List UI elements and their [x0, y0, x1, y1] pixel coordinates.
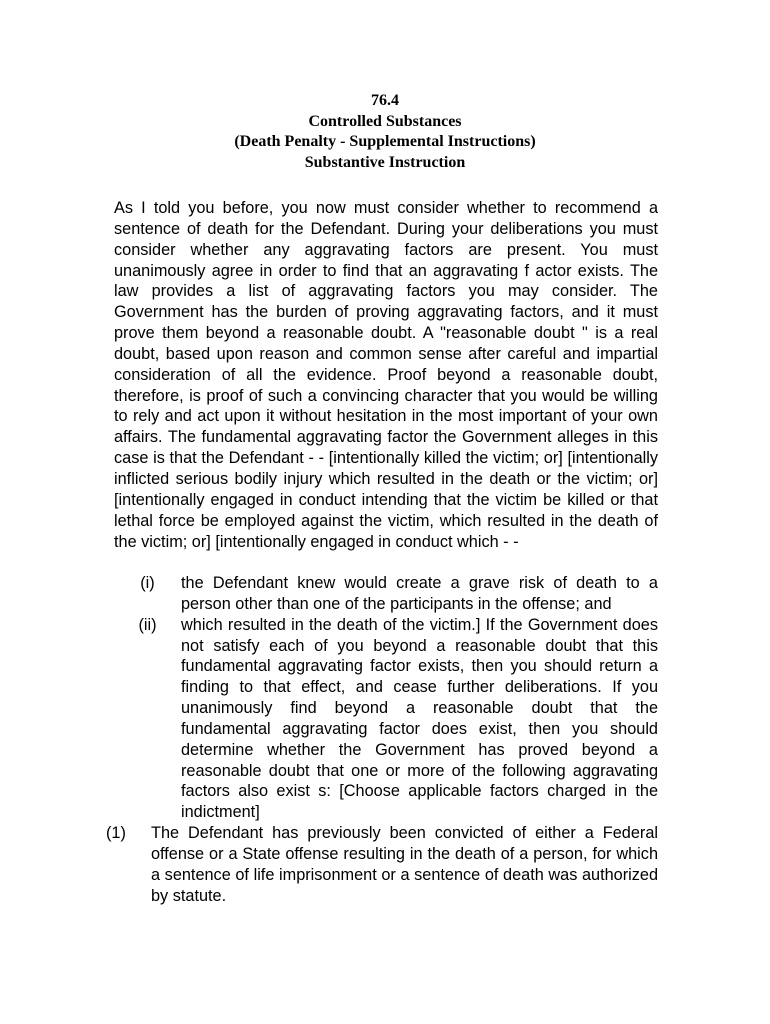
intro-paragraph: As I told you before, you now must consider whether to recommend a sentence of death for the Defendant. During your deliberations you must consider whether any aggravating factors are present. You must unanimously agree in order to find that an aggravating f actor exists. The law provides a list of aggravating factors you may consider. The Government has the burden of proving aggravating factors, and it must prove them beyond a reasonable doubt. A "reasonable doubt " is a real doubt, based upon reason and common sense after careful and impartial consideration of all the evidence. Proof beyond a reasonable doubt, therefore, is proof of such a convincing character that you would be willing to rely and act upon it without hesitation in the most important of your own affairs. The fundamental aggravating factor the Government alleges in this case is that the Defendant - - [intentionally killed the victim; or] [intentionally inflicted serious bodily injury which resulted in the death or the victim; or] [intentionally engaged in conduct intending that the victim be killed or that lethal force be employed against the victim, which resulted in the death of the victim; or] [intentionally engaged in conduct which - -: [114, 199, 658, 551]
instruction-heading: [0, 91, 770, 174]
sub-item-text: the Defendant knew would create a grave risk of death to a person other than one of the participants in the offense; and: [181, 574, 658, 613]
sub-item-marker: (i): [140, 574, 155, 592]
sub-item-text: which resulted in the death of the victim.] If the Government does not satisfy each of you beyond a reasonable doubt that this fundamental aggravating factor exists, then you should return a finding to that effect, and cease further deliberations. If you unanimously find beyond a reasonable doubt that the fundamental aggravating factor does exist, then you should determine whether the Government has proved beyond a reasonable doubt that one or more of the following aggravating factors also exist s: [Choose applicable factors charged in the indictment]: [181, 615, 658, 822]
sub-item-i: [114, 573, 658, 615]
instruction-title: Controlled Substances: [308, 112, 462, 130]
numbered-item-text: The Defendant has previously been convicted of either a Federal offense or a State offense resulting in the death of a person, for which a sentence of life imprisonment or a sentence of death was authorized by statute.: [151, 824, 658, 905]
sub-item-ii: [114, 615, 658, 823]
sub-item-marker: (ii): [138, 615, 157, 634]
numbered-item-marker: (1): [106, 824, 126, 843]
instruction-type: Substantive Instruction: [304, 154, 466, 172]
instruction-subtitle: (Death Penalty - Supplemental Instructions): [234, 133, 536, 151]
instruction-number: 76.4: [371, 92, 399, 109]
numbered-item-1: [106, 823, 658, 906]
instruction-items: [106, 573, 658, 907]
